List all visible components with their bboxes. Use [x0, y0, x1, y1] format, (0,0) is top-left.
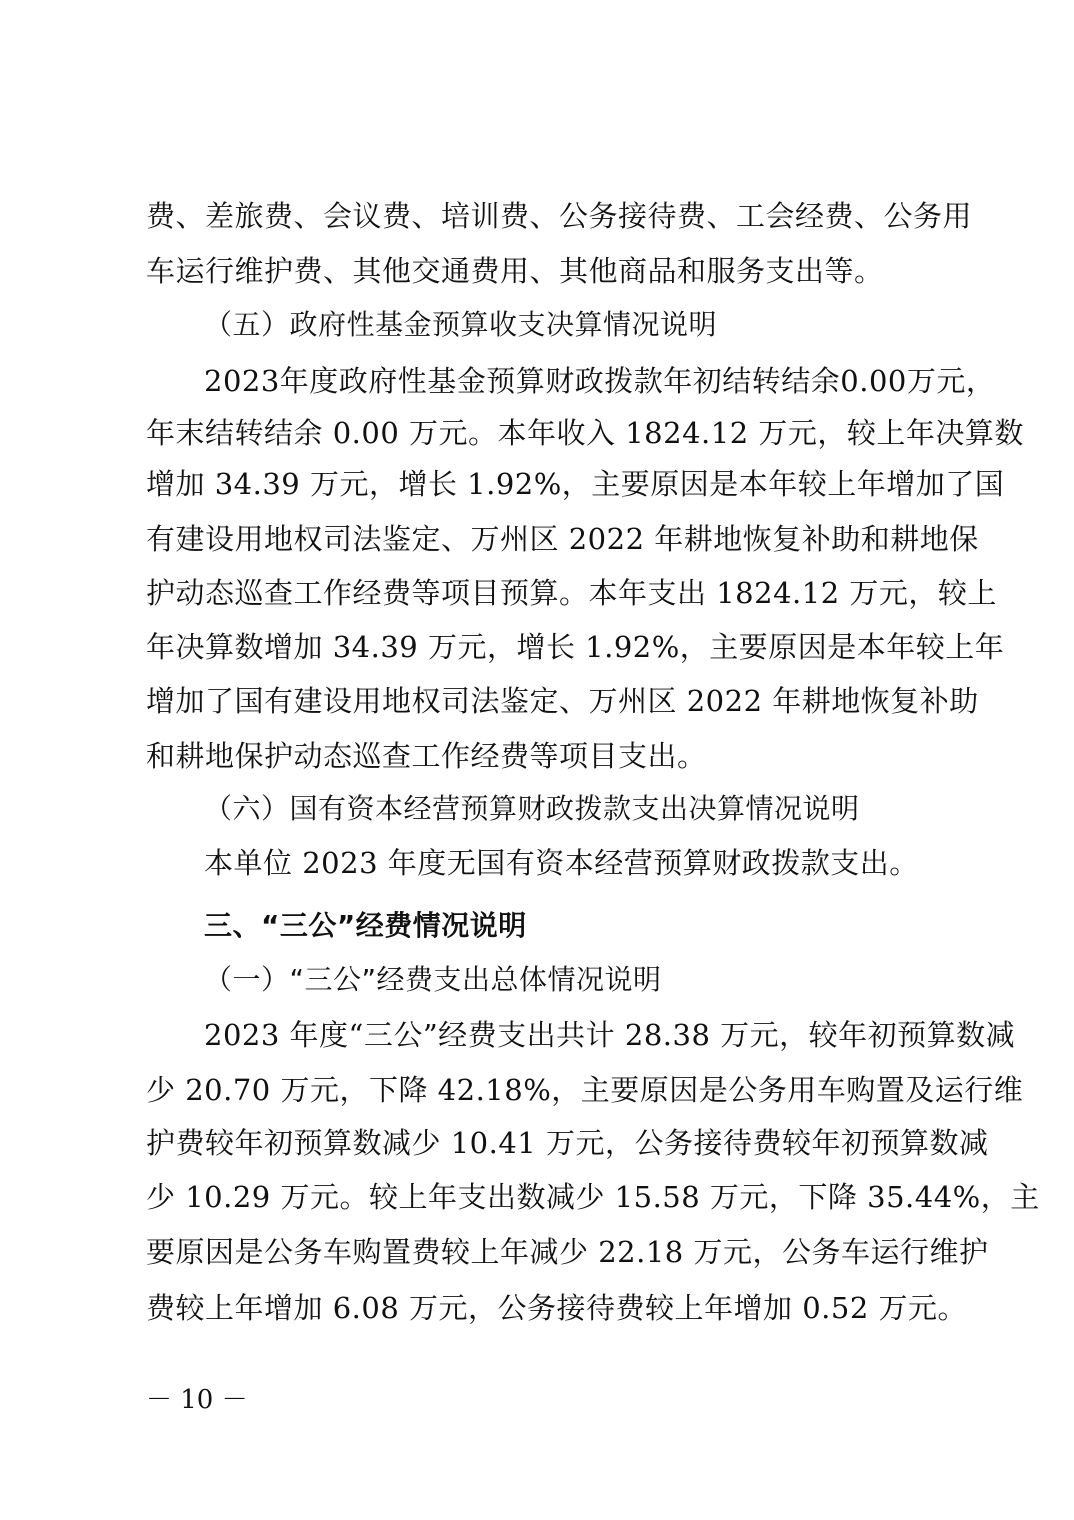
- paragraph-line: 少 20.70 万元，下降 42.18%，主要原因是公务用车购置及运行维: [146, 1073, 1024, 1107]
- paragraph-line: 年决算数增加 34.39 万元，增长 1.92%，主要原因是本年较上年: [146, 630, 1005, 664]
- paragraph-line: 要原因是公务车购置费较上年减少 22.18 万元，公务车运行维护: [146, 1235, 989, 1269]
- paragraph-line: 本单位 2023 年度无国有资本经营预算财政拨款支出。: [204, 846, 919, 880]
- paragraph-line: 2023年度政府性基金预算财政拨款年初结转结余0.00万元，: [204, 364, 996, 398]
- paragraph-line: 费较上年增加 6.08 万元，公务接待费较上年增加 0.52 万元。: [146, 1291, 968, 1325]
- paragraph-line: 有建设用地权司法鉴定、万州区 2022 年耕地恢复补助和耕地保: [146, 522, 979, 556]
- paragraph-line: 护费较年初预算数减少 10.41 万元，公务接待费较年初预算数减: [146, 1126, 989, 1160]
- paragraph-line: 费、差旅费、会议费、培训费、公务接待费、工会经费、公务用: [146, 199, 973, 233]
- paragraph-line: 2023 年度“三公”经费支出共计 28.38 万元，较年初预算数减: [204, 1018, 1016, 1052]
- page-number: － 10 －: [146, 1385, 248, 1415]
- paragraph-line: 年末结转结余 0.00 万元。本年收入 1824.12 万元，较上年决算数: [146, 416, 1024, 450]
- section-heading-1: （一）“三公”经费支出总体情况说明: [204, 963, 662, 996]
- paragraph-line: 增加了国有建设用地权司法鉴定、万州区 2022 年耕地恢复补助: [146, 684, 979, 718]
- paragraph-line: 和耕地保护动态巡查工作经费等项目支出。: [146, 739, 707, 773]
- section-heading-6: （六）国有资本经营预算财政拨款支出决算情况说明: [204, 792, 860, 825]
- paragraph-line: 护动态巡查工作经费等项目预算。本年支出 1824.12 万元，较上: [146, 576, 997, 610]
- section-heading-5: （五）政府性基金预算收支决算情况说明: [204, 308, 718, 341]
- paragraph-line: 车运行维护费、其他交通费用、其他商品和服务支出等。: [146, 254, 884, 288]
- chapter-heading-3: 三、“三公”经费情况说明: [204, 909, 527, 942]
- paragraph-line: 少 10.29 万元。较上年支出数减少 15.58 万元，下降 35.44%，主: [146, 1180, 1040, 1214]
- paragraph-line: 增加 34.39 万元，增长 1.92%，主要原因是本年较上年增加了国: [146, 467, 1005, 501]
